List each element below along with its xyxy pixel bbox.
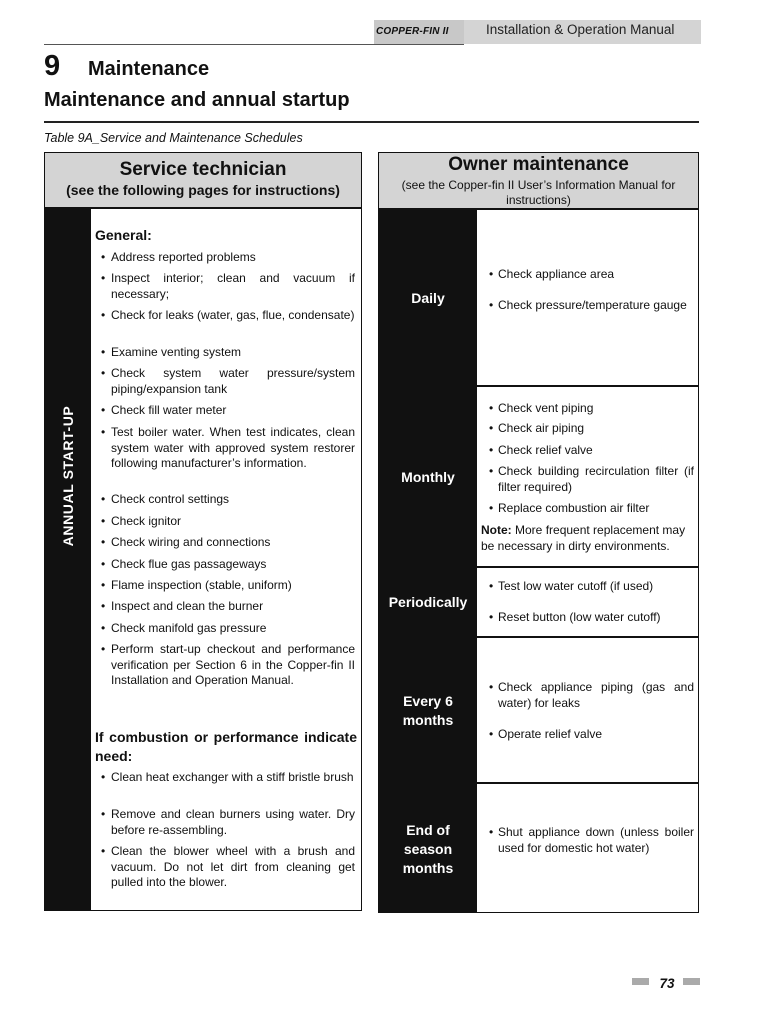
row-label-periodically: Periodically: [388, 594, 468, 610]
list-item: • Check wiring and connections: [101, 535, 271, 549]
schedule-band: [379, 210, 477, 912]
page-number: 73: [659, 976, 675, 991]
list-item: • Check fill water meter: [101, 403, 227, 417]
table-caption: Table 9A_Service and Maintenance Schedules: [44, 131, 303, 145]
owner-maintenance-subtitle: (see the Copper-fin II User’s Information Manual for instructions): [401, 178, 676, 207]
service-technician-subtitle: (see the following pages for instructions): [66, 182, 340, 198]
list-item: • Check appliance piping (gas and water) for leaks: [489, 680, 694, 710]
annual-startup-label: ANNUAL START-UP: [60, 405, 76, 547]
service-technician-content: [91, 209, 361, 910]
footer-bar-left: [632, 978, 649, 985]
general-heading: General:: [95, 227, 152, 243]
row-label-monthly: Monthly: [401, 469, 455, 485]
row-label-daily: Daily: [411, 290, 445, 306]
list-item: • Clean the blower wheel with a brush and vacuum. Do not let dirt from cleaning get pulled into the blower.: [101, 844, 355, 889]
manual-title: Installation & Operation Manual: [486, 22, 675, 37]
list-item: • Clean heat exchanger with a stiff bristle brush: [101, 770, 354, 784]
list-item: • Check appliance area: [489, 267, 615, 281]
title-rule: [44, 121, 699, 123]
owner-maintenance-header: [379, 153, 698, 210]
list-item: • Replace combustion air filter: [489, 501, 650, 515]
list-item: • Check manifold gas pressure: [101, 621, 267, 635]
list-item: • Shut appliance down (unless boiler used for domestic hot water): [489, 825, 694, 855]
list-item: • Check air piping: [489, 421, 585, 435]
list-item: • Remove and clean burners using water. Dry before re-assembling.: [101, 807, 355, 837]
header-rule: [44, 44, 464, 45]
annual-startup-band: [45, 209, 91, 910]
list-item: • Check pressure/temperature gauge: [489, 298, 687, 312]
list-item: • Address reported problems: [101, 250, 256, 264]
list-item: • Test low water cutoff (if used): [489, 579, 654, 593]
row-label-every-6-months: Every 6 months: [402, 693, 454, 728]
list-item: • Test boiler water. When test indicates, clean system water with approved system restorer following manufacturer’s information.: [101, 425, 355, 470]
service-technician-title: Service technician: [119, 159, 287, 180]
list-item: • Check system water pressure/system piping/expansion tank: [101, 366, 355, 396]
list-item: • Check for leaks (water, gas, flue, condensate): [101, 308, 355, 322]
monthly-note: Note: More frequent replacement may be necessary in dirty environments.: [481, 523, 686, 553]
combustion-heading: If combustion or performance indicate need:: [95, 729, 357, 764]
list-item: • Reset button (low water cutoff): [489, 610, 661, 624]
list-item: • Flame inspection (stable, uniform): [101, 578, 292, 592]
list-item: • Check building recirculation filter (if filter required): [489, 464, 694, 494]
section-title: Maintenance: [88, 58, 210, 80]
list-item: • Check ignitor: [101, 514, 182, 528]
row-divider: [379, 636, 699, 638]
list-item: • Check relief valve: [489, 443, 593, 457]
footer-bar-right: [683, 978, 700, 985]
service-technician-header: [45, 153, 361, 209]
section-number: 9: [44, 50, 61, 82]
list-item: • Inspect interior; clean and vacuum if necessary;: [101, 271, 355, 301]
list-item: • Perform start-up checkout and performance verification per Section 6 in the Copper-fin II Installation and Operation Manual.: [101, 642, 355, 687]
list-item: • Check vent piping: [489, 401, 594, 415]
row-divider: [379, 782, 699, 784]
owner-maintenance-title: Owner maintenance: [448, 154, 629, 175]
list-item: • Check control settings: [101, 492, 230, 506]
list-item: • Check flue gas passageways: [101, 557, 267, 571]
row-label-end-of-season: End of season months: [402, 822, 454, 876]
brand-logo: COPPER-FIN II: [376, 26, 449, 37]
list-item: • Inspect and clean the burner: [101, 599, 264, 613]
list-item: • Examine venting system: [101, 345, 242, 359]
page-title: Maintenance and annual startup: [44, 89, 350, 111]
row-divider: [379, 385, 699, 387]
list-item: • Operate relief valve: [489, 727, 603, 741]
row-divider: [379, 566, 699, 568]
